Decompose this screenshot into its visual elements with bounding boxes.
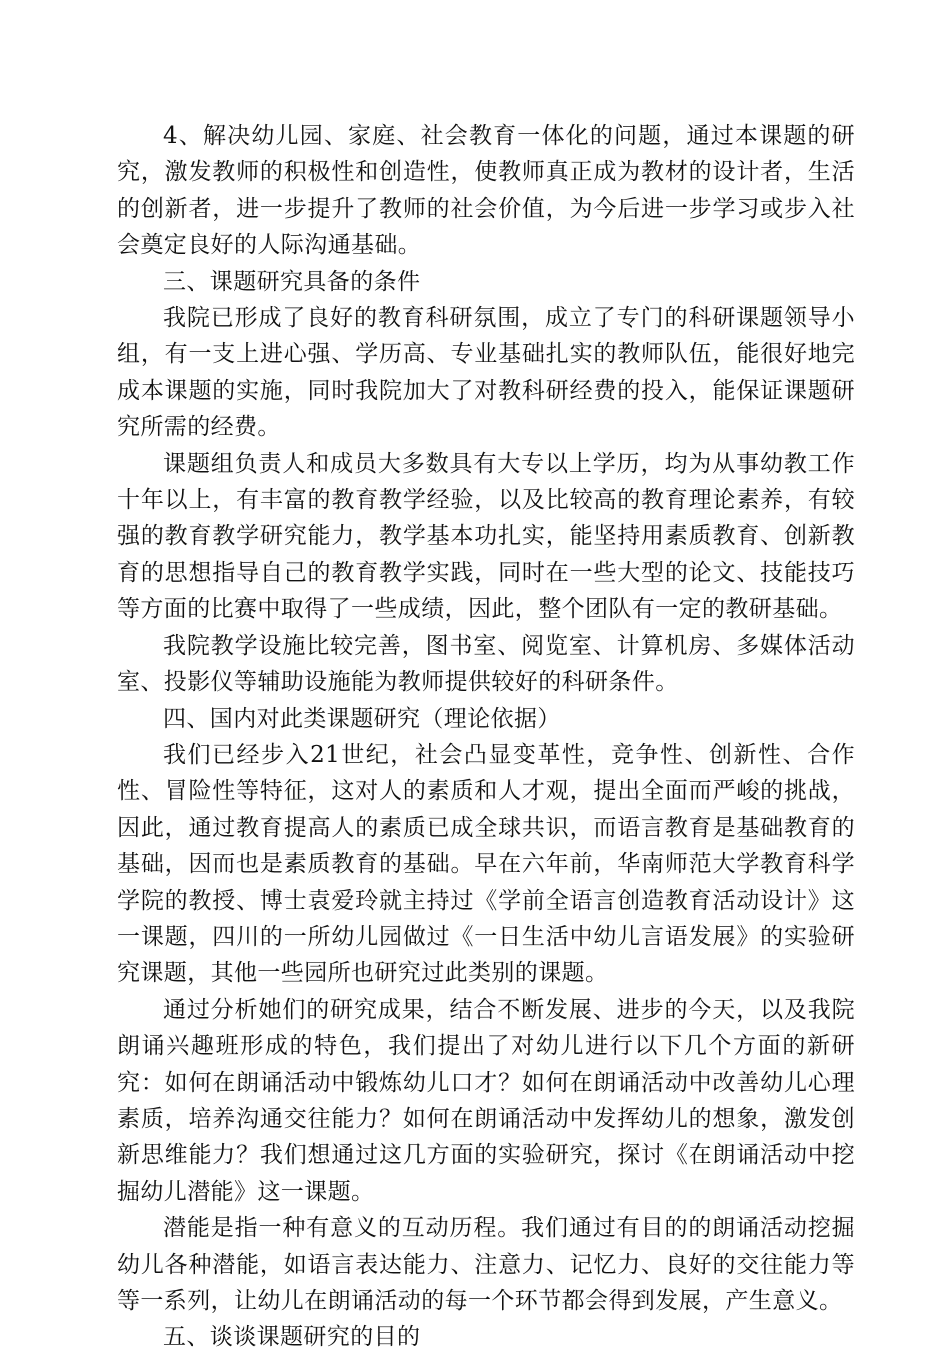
paragraph-21st-century: 我们已经步入21世纪，社会凸显变革性，竞争性、创新性、合作性、冒险性等特征，这对人的素质和人才观，提出全面而严峻的挑战，因此，通过教育提高人的素质已成全球共识，而语言教育是基础教育的基础，因而也是素质教育的基础。早在六年前，华南师范大学教育科学学院的教授、博士袁爱玲就主持过《学前全语言创造教育活动设计》这一课题，四川的一所幼儿园做过《一日生活中幼儿言语发展》的实验研究课题，其他一些园所也研究过此类别的课题。 [117,741,855,987]
paragraph-facilities: 我院教学设施比较完善，图书室、阅览室、计算机房、多媒体活动室、投影仪等辅助设施能为教师提供较好的科研条件。 [117,632,855,696]
document-page [117,118,855,1356]
section-heading-domestic-research: 四、国内对此类课题研究（理论依据） [163,705,561,732]
paragraph-new-research: 通过分析她们的研究成果，结合不断发展、进步的今天，以及我院朗诵兴趣班形成的特色，我们提出了对幼儿进行以下几个方面的新研究：如何在朗诵活动中锻炼幼儿口才？如何在朗诵活动中改善幼儿心理素质，培养沟通交往能力？如何在朗诵活动中发挥幼儿的想象，激发创新思维能力？我们想通过这几方面的实验研究，探讨《在朗诵活动中挖掘幼儿潜能》这一课题。 [117,996,855,1205]
paragraph-team-qualifications: 课题组负责人和成员大多数具有大专以上学历，均为从事幼教工作十年以上，有丰富的教育教学经验，以及比较高的教育理论素养，有较强的教育教学研究能力，教学基本功扎实，能坚持用素质教育、创新教育的思想指导自己的教育教学实践，同时在一些大型的论文、技能技巧等方面的比赛中取得了一些成绩，因此，整个团队有一定的教研基础。 [117,450,855,623]
paragraph-potential-definition: 潜能是指一种有意义的互动历程。我们通过有目的的朗诵活动挖掘幼儿各种潜能，如语言表达能力、注意力、记忆力、良好的交往能力等等一系列，让幼儿在朗诵活动的每一个环节都会得到发展，产生意义。 [117,1215,855,1314]
section-heading-purpose: 五、谈谈课题研究的目的 [163,1324,421,1351]
paragraph-family-integration: 4、解决幼儿园、家庭、社会教育一体化的问题，通过本课题的研究，激发教师的积极性和创造性，使教师真正成为教材的设计者，生活的创新者，进一步提升了教师的社会价值，为今后进一步学习或步入社会奠定良好的人际沟通基础。 [117,123,855,259]
paragraph-research-atmosphere: 我院已形成了良好的教育科研氛围，成立了专门的科研课题领导小组，有一支上进心强、学历高、专业基础扎实的教师队伍，能很好地完成本课题的实施，同时我院加大了对教科研经费的投入，能保证课题研究所需的经费。 [117,305,855,441]
section-heading-conditions: 三、课题研究具备的条件 [163,268,421,295]
